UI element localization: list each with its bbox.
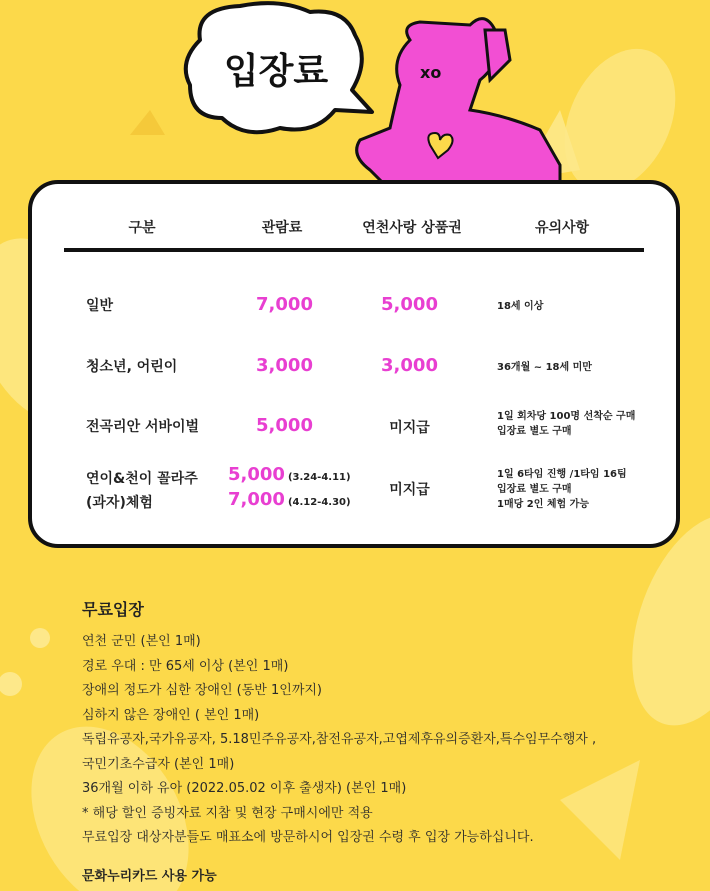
header-category: 구분	[128, 220, 156, 236]
free-entry-line: 독립유공자,국가유공자, 5.18민주유공자,참전유공자,고엽제후유의증환자,특수임무수행자 ,	[82, 732, 597, 747]
free-entry-line: 국민기초수급자 (본인 1매)	[82, 756, 235, 772]
free-entry-line: 무료입장 대상자분들도 매표소에 방문하시어 입장권 수령 후 입장 가능하십니다.	[82, 830, 534, 845]
row-voucher: 3,000	[381, 355, 438, 376]
row-voucher: 5,000	[381, 294, 438, 315]
header-divider	[64, 248, 644, 252]
svg-text:xo: xo	[420, 63, 442, 82]
free-entry-line: 경로 우대 : 만 65세 이상 (본인 1매)	[82, 658, 289, 674]
row-label: 연이&천이 꼴라주 (과자)체험	[86, 471, 198, 511]
free-entry-line: 36개월 이하 유아 (2022.05.02 이후 출생자) (본인 1매)	[82, 781, 407, 796]
row-note: 1일 회차당 100명 선착순 구매 입장료 별도 구매	[497, 411, 636, 437]
free-entry-section	[82, 597, 597, 884]
mascot-character	[357, 19, 560, 200]
table-header	[32, 217, 676, 237]
culture-card-notice: 문화누리카드 사용 가능	[82, 869, 217, 884]
row-note: 18세 이상	[497, 301, 544, 312]
row-label: 일반	[86, 298, 114, 314]
price-table-card	[28, 180, 680, 548]
hero-illustration	[0, 0, 710, 200]
row-price-period-1: 5,000 (3.24-4.11)	[228, 464, 351, 485]
row-price: 3,000	[256, 355, 313, 376]
row-price: 7,000	[256, 294, 313, 315]
free-entry-line: 연천 군민 (본인 1매)	[82, 634, 201, 649]
free-entry-line: * 해당 할인 증빙자료 지참 및 현장 구매시에만 적용	[82, 805, 373, 821]
header-fee: 관람료	[261, 220, 303, 236]
row-label: 청소년, 어린이	[86, 359, 178, 375]
row-note: 1일 6타임 진행 /1타임 16팀 입장료 별도 구매 1매당 2인 체험 가능	[497, 469, 627, 510]
header-voucher: 연천사랑 상품권	[362, 220, 462, 236]
row-voucher: 미지급	[389, 482, 430, 498]
row-note: 36개월 ~ 18세 미만	[497, 362, 592, 373]
page-title: 입장료	[223, 51, 329, 92]
header-notes: 유의사항	[534, 220, 590, 236]
row-label: 전곡리안 서바이벌	[86, 419, 200, 435]
free-entry-line: 장애의 정도가 심한 장애인 (동반 1인까지)	[82, 683, 323, 698]
row-price-period-2: 7,000 (4.12-4.30)	[228, 489, 351, 510]
row-price: 5,000	[256, 415, 313, 436]
free-entry-title: 무료입장	[82, 600, 144, 619]
row-voucher: 미지급	[389, 420, 430, 436]
free-entry-line: 심하지 않은 장애인 ( 본인 1매)	[82, 707, 260, 723]
